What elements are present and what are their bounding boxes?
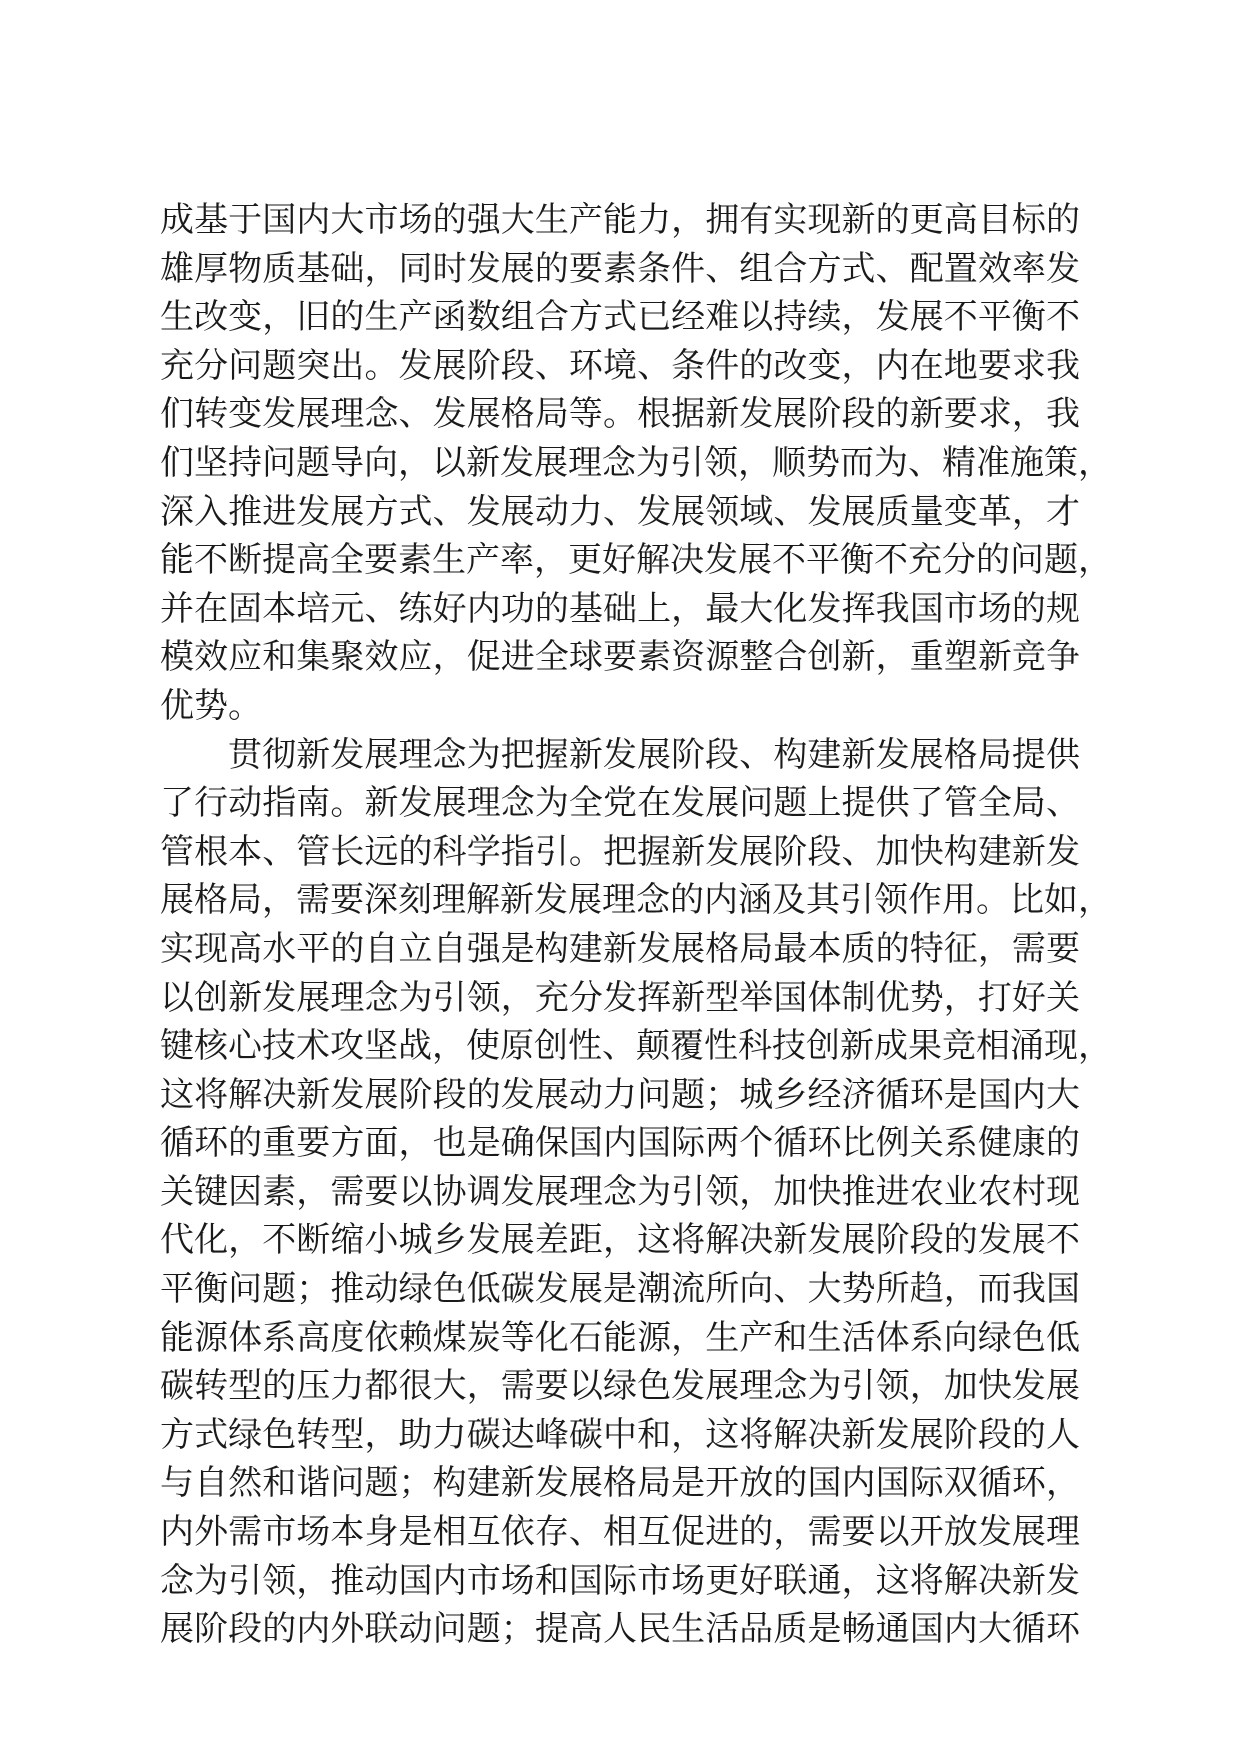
text-line: 平衡问题；推动绿色低碳发展是潮流所向、大势所趋，而我国 (160, 1269, 1080, 1310)
text-line: 并在固本培元、练好内功的基础上，最大化发挥我国市场的规 (160, 588, 1080, 629)
text-line: 生改变，旧的生产函数组合方式已经难以持续，发展不平衡不 (160, 297, 1080, 338)
text-line: 优势。 (160, 685, 262, 726)
text-line: 展阶段的内外联动问题；提高人民生活品质是畅通国内大循环 (160, 1609, 1080, 1650)
text-line: 充分问题突出。发展阶段、环境、条件的改变，内在地要求我 (160, 345, 1080, 386)
text-line: 循环的重要方面，也是确保国内国际两个循环比例关系健康的 (160, 1123, 1080, 1164)
text-line: 了行动指南。新发展理念为全党在发展问题上提供了管全局、 (160, 783, 1080, 824)
text-line: 实现高水平的自立自强是构建新发展格局最本质的特征，需要 (160, 928, 1080, 969)
text-line: 管根本、管长远的科学指引。把握新发展阶段、加快构建新发 (160, 831, 1080, 872)
text-line: 方式绿色转型，助力碳达峰碳中和，这将解决新发展阶段的人 (160, 1414, 1080, 1455)
paragraph-2 (160, 731, 1112, 1654)
text-line: 能不断提高全要素生产率，更好解决发展不平衡不充分的问题， (160, 540, 1112, 581)
text-line: 成基于国内大市场的强大生产能力，拥有实现新的更高目标的 (160, 200, 1080, 240)
text-line: 代化，不断缩小城乡发展差距，这将解决新发展阶段的发展不 (160, 1220, 1080, 1261)
text-line: 深入推进发展方式、发展动力、发展领域、发展质量变革，才 (160, 491, 1080, 532)
text-line: 贯彻新发展理念为把握新发展阶段、构建新发展格局提供 (228, 734, 1080, 775)
text-line: 展格局，需要深刻理解新发展理念的内涵及其引领作用。比如， (160, 880, 1112, 921)
text-line: 们坚持问题导向，以新发展理念为引领，顺势而为、精准施策， (160, 442, 1112, 483)
text-line: 内外需市场本身是相互依存、相互促进的，需要以开放发展理 (160, 1512, 1080, 1553)
text-line: 念为引领，推动国内市场和国际市场更好联通，这将解决新发 (160, 1560, 1080, 1601)
paragraph-1 (160, 196, 1112, 731)
text-line: 关键因素，需要以协调发展理念为引领，加快推进农业农村现 (160, 1171, 1080, 1212)
text-line: 键核心技术攻坚战，使原创性、颠覆性科技创新成果竞相涌现， (160, 1026, 1112, 1067)
text-line: 模效应和集聚效应，促进全球要素资源整合创新，重塑新竞争 (160, 637, 1080, 678)
text-line: 们转变发展理念、发展格局等。根据新发展阶段的新要求，我 (160, 394, 1080, 435)
text-line: 碳转型的压力都很大，需要以绿色发展理念为引领，加快发展 (160, 1366, 1080, 1407)
text-line: 以创新发展理念为引领，充分发挥新型举国体制优势，打好关 (160, 977, 1080, 1018)
text-line: 这将解决新发展阶段的发展动力问题；城乡经济循环是国内大 (160, 1074, 1080, 1115)
body-text (160, 196, 1112, 1654)
text-line: 雄厚物质基础，同时发展的要素条件、组合方式、配置效率发 (160, 248, 1080, 289)
text-line: 能源体系高度依赖煤炭等化石能源，生产和生活体系向绿色低 (160, 1317, 1080, 1358)
text-line: 与自然和谐问题；构建新发展格局是开放的国内国际双循环， (160, 1463, 1080, 1504)
